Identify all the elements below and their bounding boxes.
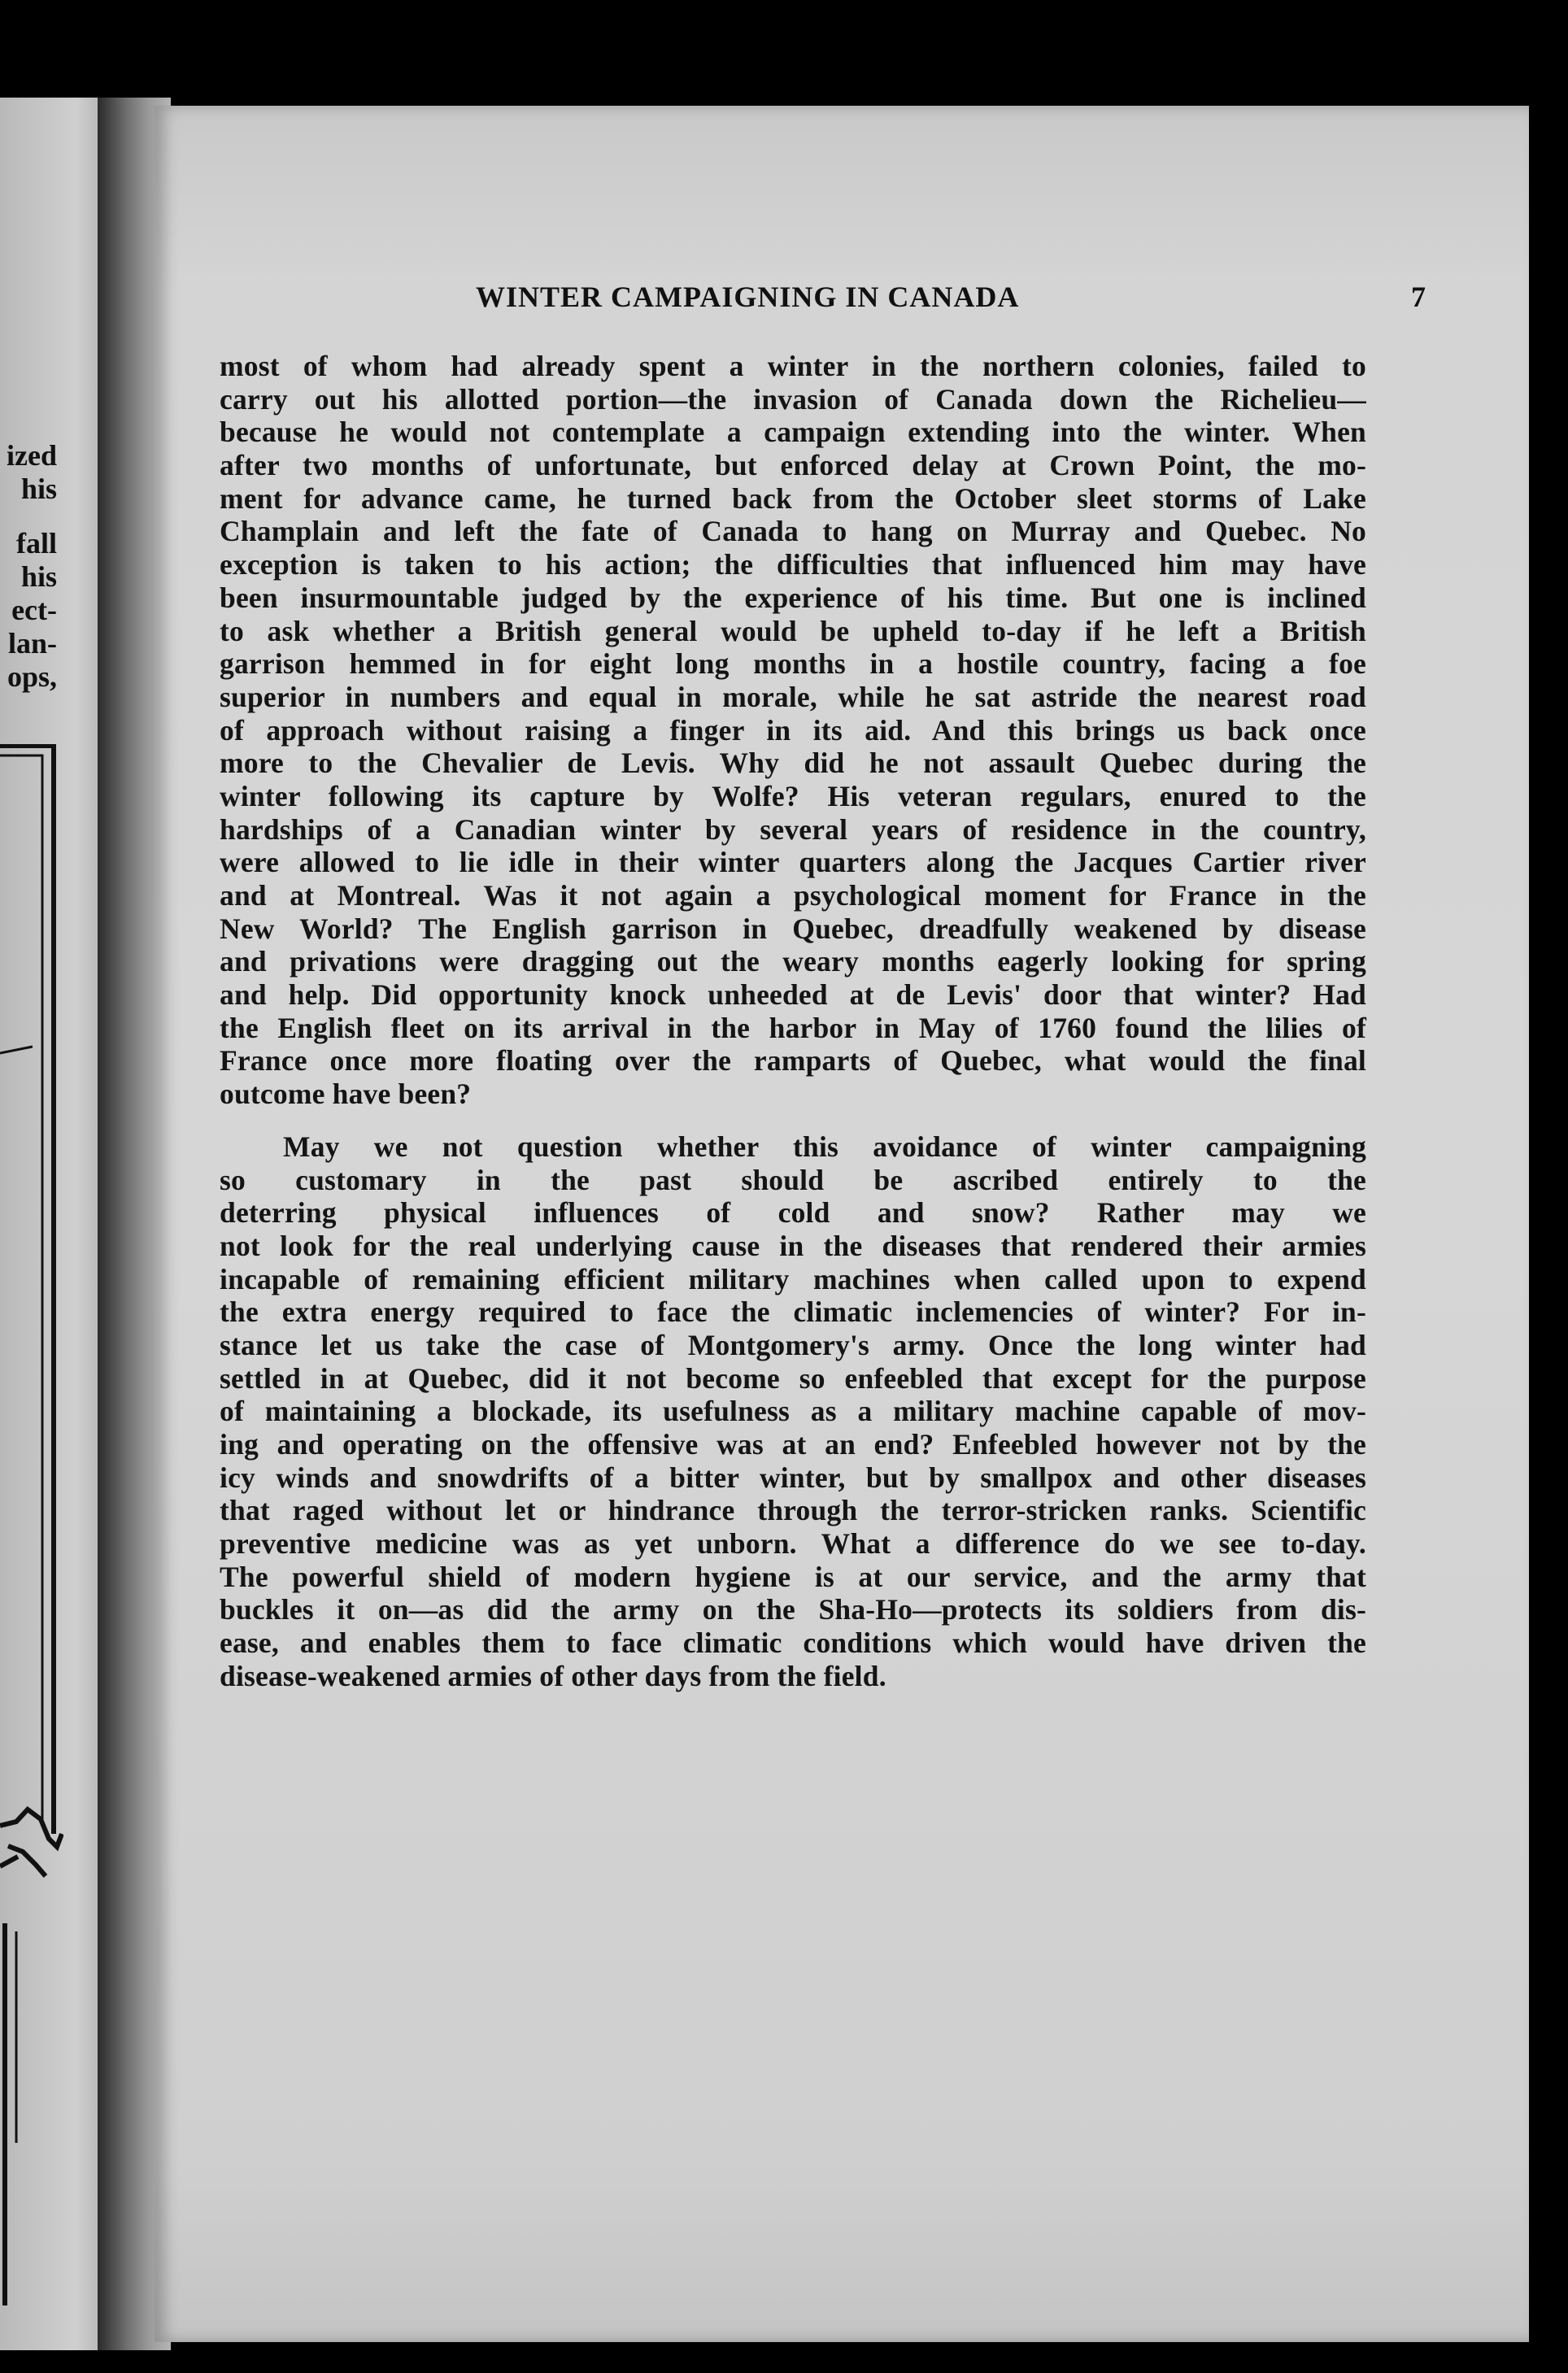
text-line: after two months of unfortunate, but enforced delay at Crown Point, the mo- (220, 449, 1366, 482)
text-line: that raged without let or hindrance through the terror-stricken ranks. Scientific (220, 1494, 1366, 1527)
text-line: ing and operating on the offensive was at an end? Enfeebled however not by the (220, 1428, 1366, 1461)
map-figure-edge (0, 744, 63, 2306)
text-line: carry out his allotted portion—the invasion of Canada down the Richelieu— (220, 382, 1366, 416)
text-line: were allowed to lie idle in their winter quarters along the Jacques Cartier river (220, 846, 1366, 879)
text-line: winter following its capture by Wolfe? His veteran regulars, enured to the (220, 779, 1366, 812)
text-line: ment for advance came, he turned back from the October sleet storms of Lake (220, 481, 1366, 515)
text-line: incapable of remaining efficient military machines when called upon to expend (220, 1262, 1366, 1295)
text-line: most of whom had already spent a winter in the northern colonies, failed to (220, 350, 1366, 382)
text-line: so customary in the past should be ascribed entirely to the (220, 1163, 1366, 1196)
text-line: outcome have been? (220, 1078, 472, 1111)
text-line: more to the Chevalier de Levis. Why did he not assault Quebec during the (220, 747, 1366, 780)
text-line: deterring physical influences of cold and snow? Rather may we (220, 1196, 1366, 1230)
fragment-gap (0, 506, 57, 527)
text-line: Champlain and left the fate of Canada to hang on Murray and Quebec. No (220, 515, 1366, 548)
text-line: of maintaining a blockade, its usefulness as a military machine capable of mov- (220, 1395, 1366, 1428)
text-line: superior in numbers and equal in morale, while he sat astride the nearest road (220, 680, 1366, 713)
paragraph-2 (220, 1130, 1366, 1693)
text-line: disease-weakened armies of other days from the field. (220, 1659, 886, 1692)
fragment: lan- (7, 627, 57, 660)
text-line: been insurmountable judged by the experience of his time. But one is inclined (220, 581, 1366, 614)
paragraph-gap (220, 1111, 1366, 1130)
text-line: preventive medicine was as yet unborn. What a difference do we see to-day. (220, 1527, 1366, 1561)
text-line: the English fleet on its arrival in the harbor in May of 1760 found the lilies of (220, 1011, 1366, 1044)
paragraph-1 (220, 350, 1366, 1111)
fragment: ops, (7, 660, 57, 693)
page-number: 7 (1411, 281, 1426, 313)
text-line: and at Montreal. Was it not again a psychological moment for France in the (220, 879, 1366, 912)
text-line: New World? The English garrison in Quebec, dreadfully weakened by disease (220, 912, 1366, 945)
text-line: not look for the real underlying cause in the diseases that rendered their armies (220, 1229, 1366, 1262)
text-line: hardships of a Canadian winter by several years of residence in the country, (220, 812, 1366, 846)
previous-page-text-fragments (0, 439, 57, 694)
text-line: icy winds and snowdrifts of a bitter winter, but by smallpox and other diseases (220, 1461, 1366, 1494)
fragment: ect- (11, 594, 57, 626)
text-line: The powerful shield of modern hygiene is at our service, and the army that (220, 1560, 1366, 1593)
text-line: the extra energy required to face the climatic inclemencies of winter? For in- (220, 1295, 1366, 1329)
text-line: because he would not contemplate a campaign extending into the winter. When (220, 416, 1366, 449)
fragment: his (20, 472, 57, 505)
text-line: France once more floating over the ramparts of Quebec, what would the final (220, 1044, 1366, 1078)
text-line: of approach without raising a finger in its aid. And this brings us back once (220, 713, 1366, 747)
text-line: buckles it on—as did the army on the Sha-Ho—protects its soldiers from dis- (220, 1593, 1366, 1626)
book-page (155, 106, 1529, 2342)
text-line: and privations were dragging out the weary months eagerly looking for spring (220, 945, 1366, 978)
fragment: fall (16, 527, 57, 560)
text-line: May we not question whether this avoidance of winter campaigning (283, 1130, 1366, 1163)
text-line: to ask whether a British general would be upheld to-day if he left a British (220, 614, 1366, 647)
body-text (220, 350, 1366, 1693)
text-line: garrison hemmed in for eight long months in a hostile country, facing a foe (220, 647, 1366, 681)
text-line: ease, and enables them to face climatic conditions which would have driven the (220, 1626, 1366, 1660)
text-line: and help. Did opportunity knock unheeded at de Levis' door that winter? Had (220, 978, 1366, 1012)
text-line: settled in at Quebec, did it not become so enfeebled that except for the purpose (220, 1361, 1366, 1395)
fragment: ized (7, 439, 57, 472)
fragment: his (20, 560, 57, 593)
running-title: WINTER CAMPAIGNING IN CANADA (476, 281, 1020, 313)
text-line: stance let us take the case of Montgomery's army. Once the long winter had (220, 1328, 1366, 1361)
text-line: exception is taken to his action; the difficulties that influenced him may have (220, 548, 1366, 581)
